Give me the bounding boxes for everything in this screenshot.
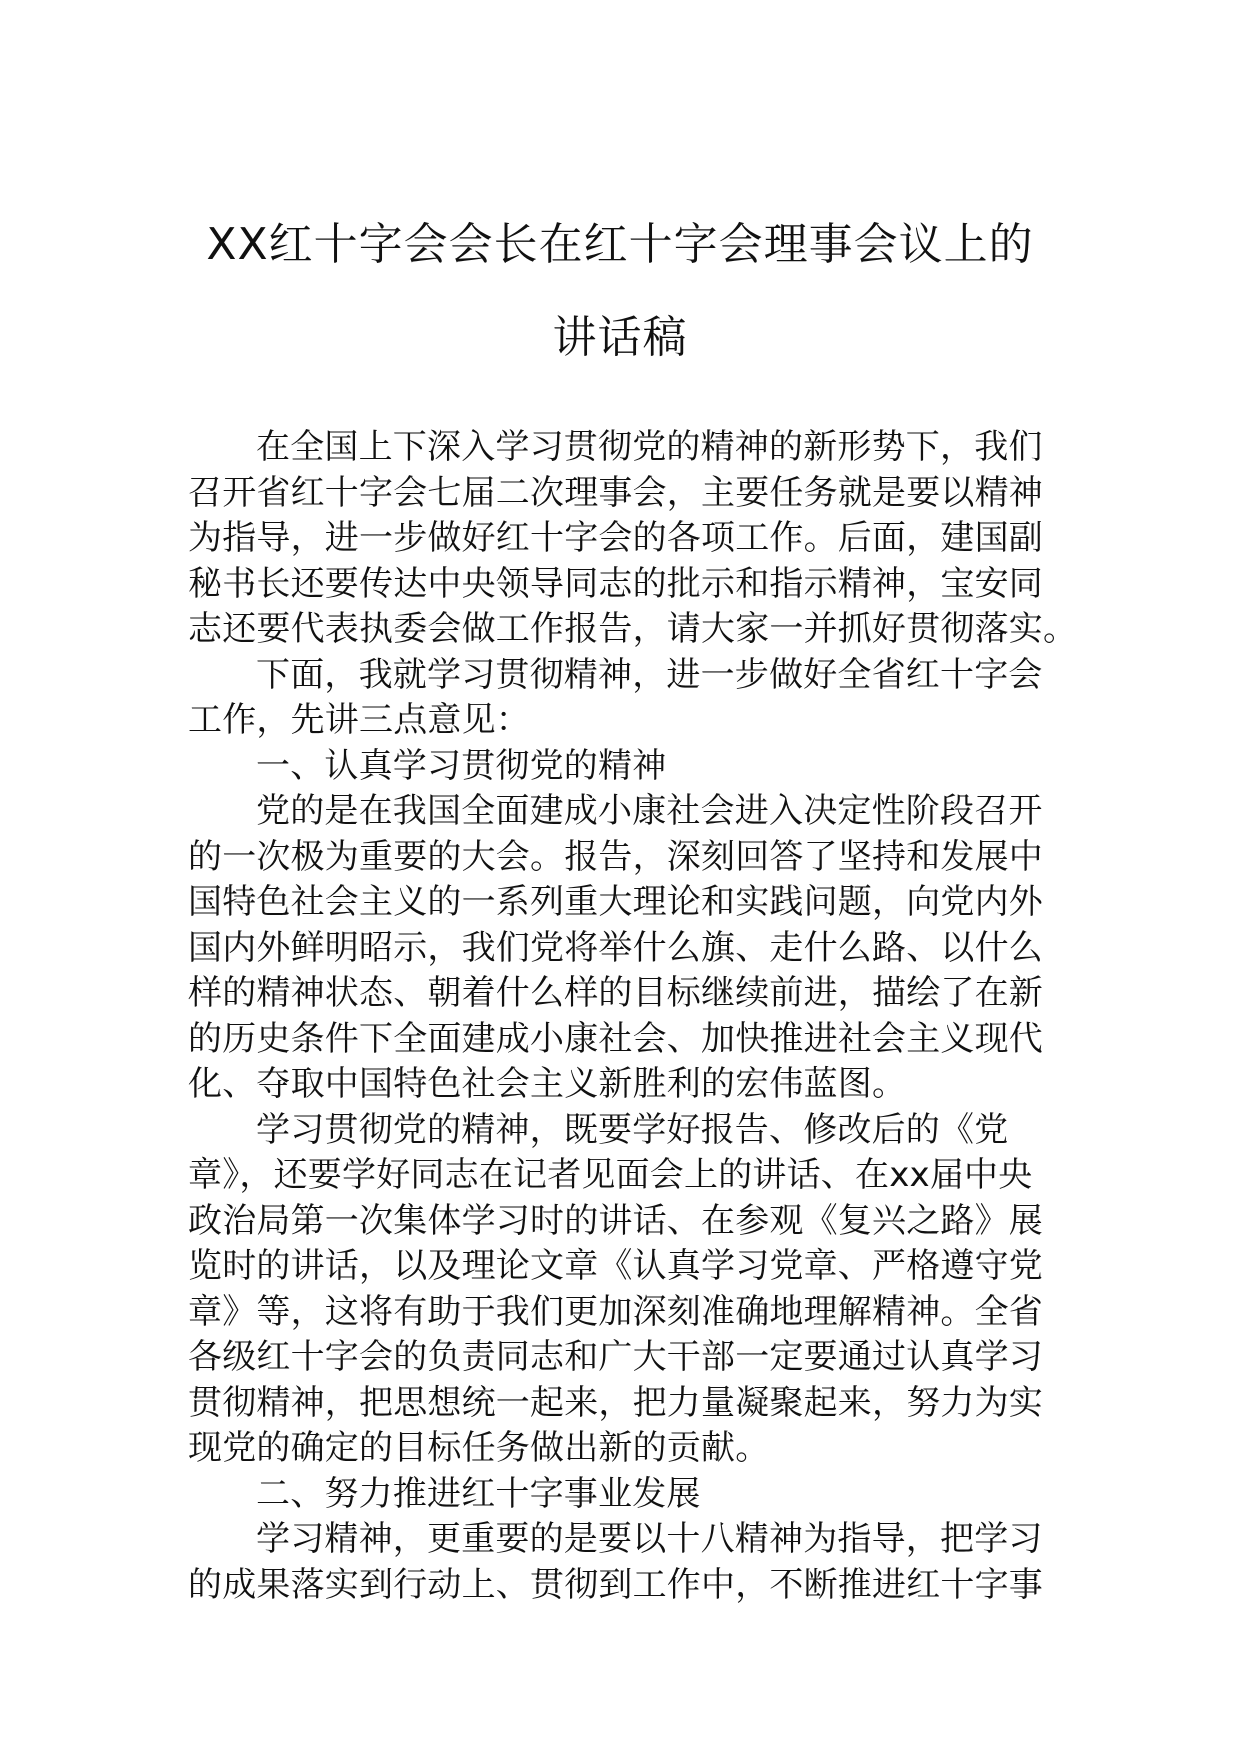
paragraph-line: 为指导，进一步做好红十字会的各项工作。后面，建国副 bbox=[188, 518, 1043, 558]
document-title-line-1: XX红十字会会长在红十字会理事会议上的 bbox=[206, 219, 1034, 270]
document-body bbox=[188, 425, 1078, 1608]
paragraph-line: 学习贯彻党的精神，既要学好报告、修改后的《党 bbox=[256, 1109, 1009, 1150]
paragraph-line: 政治局第一次集体学习时的讲话、在参观《复兴之路》展 bbox=[188, 1200, 1043, 1241]
paragraph-line: 秘书长还要传达中央领导同志的批示和指示精神，宝安同 bbox=[188, 563, 1043, 604]
paragraph-line: 工作，先讲三点意见： bbox=[188, 700, 530, 740]
paragraph-line: 样的精神状态、朝着什么样的目标继续前进，描绘了在新 bbox=[188, 973, 1043, 1013]
paragraph-line: 党的是在我国全面建成小康社会进入决定性阶段召开 bbox=[256, 791, 1043, 831]
paragraph-line: 的成果落实到行动上、贯彻到工作中，不断推进红十字事 bbox=[188, 1564, 1043, 1605]
document-title-line-2: 讲话稿 bbox=[552, 312, 688, 363]
paragraph-line: 学习精神，更重要的是要以十八精神为指导，把学习 bbox=[256, 1519, 1043, 1559]
paragraph-line: 章》等，这将有助于我们更加深刻准确地理解精神。全省 bbox=[188, 1291, 1043, 1332]
paragraph-line: 览时的讲话，以及理论文章《认真学习党章、严格遵守党 bbox=[188, 1246, 1043, 1286]
paragraph-line: 章》，还要学好同志在记者见面会上的讲话、在xx届中央 bbox=[188, 1155, 1033, 1195]
section-heading: 一、认真学习贯彻党的精神 bbox=[256, 745, 667, 786]
paragraph-line: 在全国上下深入学习贯彻党的精神的新形势下，我们 bbox=[256, 427, 1043, 467]
paragraph-line: 下面，我就学习贯彻精神，进一步做好全省红十字会 bbox=[256, 654, 1043, 695]
section-heading: 二、努力推进红十字事业发展 bbox=[256, 1473, 701, 1514]
paragraph-line: 化、夺取中国特色社会主义新胜利的宏伟蓝图。 bbox=[188, 1064, 907, 1104]
paragraph-line: 贯彻精神，把思想统一起来，把力量凝聚起来，努力为实 bbox=[188, 1382, 1043, 1423]
paragraph-line: 现党的确定的目标任务做出新的贡献。 bbox=[188, 1428, 770, 1468]
paragraph-line: 各级红十字会的负责同志和广大干部一定要通过认真学习 bbox=[188, 1337, 1043, 1377]
paragraph-line: 召开省红十字会七届二次理事会，主要任务就是要以精神 bbox=[188, 472, 1043, 513]
paragraph-line: 国内外鲜明昭示，我们党将举什么旗、走什么路、以什么 bbox=[188, 927, 1043, 968]
paragraph-line: 的历史条件下全面建成小康社会、加快推进社会主义现代 bbox=[188, 1018, 1043, 1059]
paragraph-line: 志还要代表执委会做工作报告，请大家一并抓好贯彻落实。 bbox=[188, 609, 1078, 649]
paragraph-line: 国特色社会主义的一系列重大理论和实践问题，向党内外 bbox=[188, 882, 1043, 922]
paragraph-line: 的一次极为重要的大会。报告，深刻回答了坚持和发展中 bbox=[188, 836, 1043, 877]
